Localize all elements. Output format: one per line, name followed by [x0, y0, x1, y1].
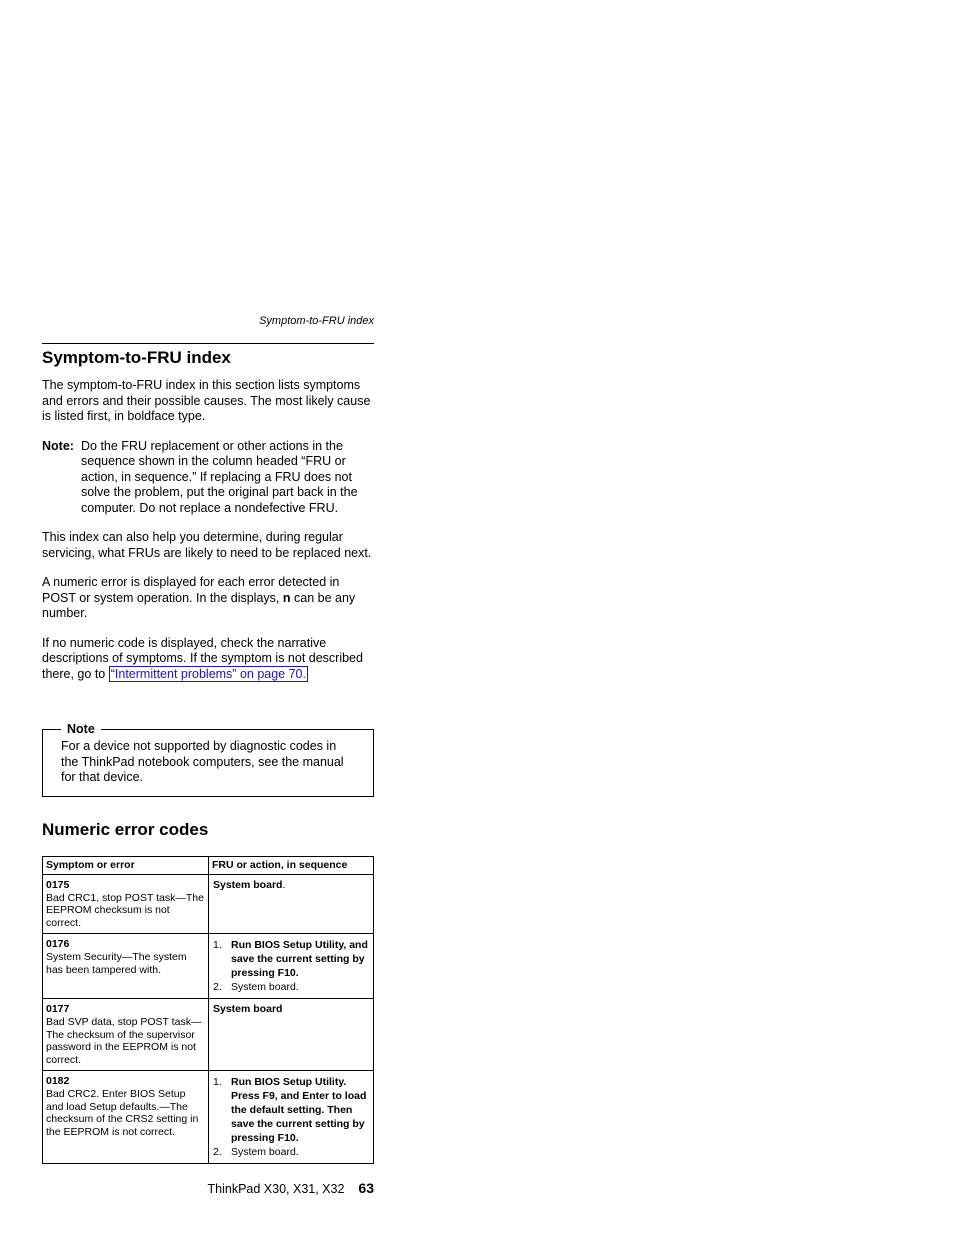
action-text: System board	[213, 879, 283, 892]
footer-product: ThinkPad X30, X31, X32	[207, 1182, 345, 1196]
table-row	[43, 875, 374, 934]
table-row	[43, 1071, 374, 1164]
step-text: Run BIOS Setup Utility. Press F9, and Enter to load the default setting. Then save the current setting by pressing F10.	[231, 1076, 367, 1145]
page-content	[42, 344, 374, 1164]
step-text: Run BIOS Setup Utility, and save the current setting by pressing F10.	[231, 939, 368, 980]
action-cell	[209, 1071, 374, 1164]
error-code: 0175	[46, 879, 70, 892]
symptom-cell	[43, 999, 209, 1071]
error-description: Bad CRC1, stop POST task—The EEPROM checksum is not correct.	[46, 891, 204, 929]
action-steps	[213, 938, 370, 994]
error-description: System Security—The system has been tampered with.	[46, 951, 187, 976]
action-step	[213, 1145, 370, 1159]
symptom-cell	[43, 875, 209, 934]
step-number: 2.	[213, 981, 222, 994]
error-description: Bad CRC2. Enter BIOS Setup and load Setup defaults.—The checksum of the CRS2 setting in the EEPROM is not correct.	[46, 1088, 199, 1138]
action-cell	[209, 999, 374, 1071]
step-text: System board.	[231, 981, 299, 994]
error-code: 0177	[46, 1003, 70, 1016]
page-number: 63	[358, 1180, 374, 1196]
note-box-title: Note	[61, 721, 101, 737]
numeric-error-paragraph	[42, 575, 374, 622]
numeric-error-text-1: A numeric error is displayed for each error detected in POST or system operation. In the displays,	[42, 575, 340, 605]
note-label: Note:	[42, 438, 74, 453]
action-cell	[209, 934, 374, 999]
numeric-error-text-2: can be any number.	[42, 590, 356, 620]
index-paragraph: This index can also help you determine, during regular servicing, what FRUs are likely to need to be replaced next.	[42, 530, 372, 560]
intro-paragraph: The symptom-to-FRU index in this section lists symptoms and errors and their possible causes. The most likely cause is listed first, in boldface type.	[42, 378, 371, 423]
header-symptom: Symptom or error	[43, 856, 209, 875]
section-title: Symptom-to-FRU index	[42, 348, 231, 367]
header-action: FRU or action, in sequence	[209, 856, 374, 875]
table-row	[43, 999, 374, 1071]
action-cell	[209, 875, 374, 934]
action-step	[213, 938, 370, 980]
note	[42, 439, 374, 517]
symptom-cell	[43, 1071, 209, 1164]
table-header-row	[43, 856, 374, 875]
step-number: 1.	[213, 939, 222, 952]
action-text: System board	[213, 1003, 283, 1016]
note-box	[42, 722, 374, 797]
error-description: Bad SVP data, stop POST task—The checksum of the supervisor password in the EEPROM is not correct.	[46, 1016, 202, 1066]
note-text: Do the FRU replacement or other actions in the sequence shown in the column headed “FRU or action, in sequence.” If replacing a FRU does not solve the problem, put the original part back in the computer. Do not replace a nondefective FRU.	[81, 438, 358, 515]
step-number: 1.	[213, 1076, 222, 1089]
error-code: 0176	[46, 938, 70, 951]
action-suffix: .	[282, 879, 286, 892]
symptom-cell	[43, 934, 209, 999]
page-footer	[42, 1180, 374, 1196]
table-row	[43, 934, 374, 999]
numeric-error-variable: n	[282, 590, 291, 605]
error-codes-table	[42, 856, 374, 1165]
step-number: 2.	[213, 1146, 222, 1159]
error-code: 0182	[46, 1075, 70, 1088]
action-step	[213, 980, 370, 994]
numeric-error-codes-title: Numeric error codes	[42, 819, 209, 839]
action-step	[213, 1075, 370, 1145]
no-code-text: If no numeric code is displayed, check the narrative descriptions of symptoms. If the symptom is not described there, go to	[42, 635, 363, 681]
step-text: System board.	[231, 1146, 299, 1159]
running-head: Symptom-to-FRU index	[259, 315, 374, 327]
no-code-paragraph	[42, 636, 374, 683]
note-box-text: For a device not supported by diagnostic codes in the ThinkPad notebook computers, see the manual for that device.	[61, 739, 344, 784]
action-steps	[213, 1075, 370, 1159]
intermittent-problems-link[interactable]: “Intermittent problems” on page 70.	[110, 666, 306, 681]
